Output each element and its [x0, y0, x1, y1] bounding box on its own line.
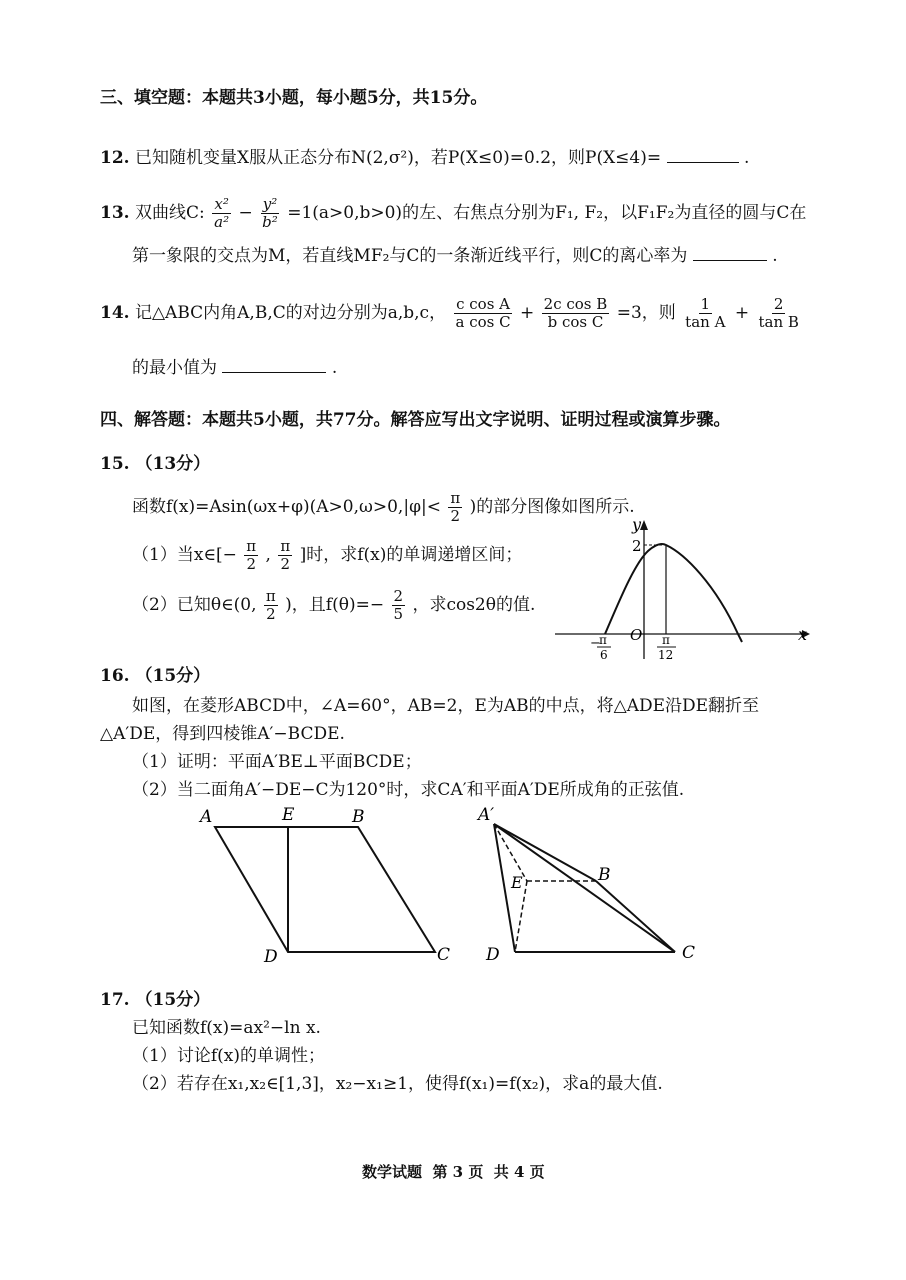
- q15-p2-post: ，求cos2θ的值.: [412, 595, 536, 615]
- q13-post: =1(a>0,b>0)的左、右焦点分别为F₁, F₂，以F₁F₂为直径的圆与C在: [287, 203, 807, 223]
- q16-score: （15分）: [135, 666, 211, 686]
- q15-p1-frac1-num: π: [246, 537, 257, 555]
- y-axis-label: y: [632, 515, 642, 534]
- q13-frac-y: [260, 196, 280, 231]
- q17-stem: 已知函数f(x)=ax²−ln x.: [132, 1018, 321, 1038]
- q16-line2: △A′DE，得到四棱锥A′−BCDE.: [100, 724, 345, 744]
- fig1-label-C: C: [437, 945, 451, 965]
- q15-sine-graph: [550, 514, 820, 664]
- q14-frac3-den: tan A: [685, 313, 726, 331]
- fig2-label-D: D: [486, 945, 500, 965]
- q13-frac-x-num: x²: [214, 195, 229, 213]
- q15-number: 15.: [100, 454, 130, 474]
- fig1-label-E: E: [282, 805, 295, 825]
- q15-p1-pre: （1）当x∈[−: [132, 545, 237, 565]
- q14-answer-blank: [222, 358, 326, 373]
- q15-part1: [132, 538, 522, 573]
- max-value-label: 2: [632, 537, 642, 555]
- q14-number: 14.: [100, 303, 130, 323]
- question-17-header: [100, 988, 210, 1012]
- question-12: [100, 146, 749, 170]
- q14-frac4-den: tan B: [758, 313, 799, 331]
- q14-pre: 记△ABC内角A,B,C的对边分别为a,b,c，: [134, 303, 447, 323]
- right-tick-den: 12: [658, 648, 674, 662]
- q15-p1-mid: ,: [265, 545, 271, 565]
- q14-plus2: +: [734, 303, 750, 323]
- q15-p2-frac2-den: 5: [393, 605, 404, 623]
- q15-stem-frac-num: π: [450, 489, 461, 507]
- q16-number: 16.: [100, 666, 130, 686]
- q15-p2-frac1-den: 2: [266, 605, 276, 623]
- q13-end: .: [772, 246, 778, 266]
- q15-stem-pre: 函数f(x)=Asin(ωx+φ)(A>0,ω>0,|φ|<: [132, 497, 441, 517]
- q14-frac2-den: b cos C: [547, 313, 604, 331]
- question-14-line2: [132, 356, 337, 380]
- q14-frac1: [454, 296, 513, 331]
- q15-p1-frac1-den: 2: [246, 555, 256, 573]
- q16-rhombus-figure: [190, 800, 470, 970]
- q15-p1-post: ]时，求f(x)的单调递增区间；: [299, 545, 523, 565]
- q17-number: 17.: [100, 990, 130, 1010]
- sine-curve: [605, 544, 742, 642]
- question-13: [100, 196, 806, 231]
- y-axis-arrow: [640, 520, 648, 530]
- q14-line2-text: 的最小值为: [132, 358, 217, 378]
- q14-frac1-den: a cos C: [455, 313, 511, 331]
- q14-plus: +: [520, 303, 535, 323]
- fig2-label-A-prime: A′: [478, 805, 495, 825]
- question-15-header: [100, 452, 210, 476]
- q13-frac-y-num: y²: [262, 195, 278, 213]
- q14-frac3-num: 1: [700, 295, 711, 313]
- q15-p2-frac2-num: 2: [393, 587, 404, 605]
- right-tick-num: π: [662, 633, 670, 647]
- q12-answer-blank: [667, 148, 739, 163]
- left-tick-sign: −: [590, 636, 601, 651]
- q16-part1: （1）证明：平面A′BE⊥平面BCDE；: [132, 752, 422, 772]
- edge-A-B: [494, 824, 596, 881]
- q16-pyramid-figure: [470, 800, 710, 970]
- q12-number: 12.: [100, 148, 130, 168]
- q15-stem-frac-den: 2: [450, 507, 461, 525]
- question-14: [100, 296, 803, 331]
- q15-part2: [132, 588, 535, 623]
- q14-frac3: [683, 296, 727, 331]
- question-13-line2: [132, 244, 778, 268]
- q15-p1-frac1: [244, 538, 258, 573]
- q13-minus: −: [238, 203, 253, 223]
- q15-p1-frac2-num: π: [280, 537, 291, 555]
- q14-frac4-num: 2: [773, 295, 784, 313]
- q15-p1-frac2-den: 2: [280, 555, 291, 573]
- q12-text: 已知随机变量X服从正态分布N(2,σ²)，若P(X≤0)=0.2，则P(X≤4)=: [134, 148, 662, 168]
- q14-frac4: [756, 296, 800, 331]
- q13-frac-x-den: a²: [214, 213, 230, 231]
- fig1-label-A: A: [200, 807, 213, 827]
- q15-p2-frac1: [264, 588, 278, 623]
- section3-heading: 三、填空题：本题共3小题，每小题5分，共15分。: [100, 88, 488, 108]
- fig2-label-C: C: [682, 943, 696, 963]
- q15-p1-frac2: [278, 538, 292, 573]
- fig1-label-D: D: [264, 947, 278, 967]
- edge-B-C: [596, 881, 675, 952]
- q14-eq: =3，则: [616, 303, 676, 323]
- q13-frac-x: [212, 196, 231, 231]
- q15-score: （13分）: [135, 454, 211, 474]
- q17-part1: （1）讨论f(x)的单调性；: [132, 1046, 325, 1066]
- q17-part2: （2）若存在x₁,x₂∈[1,3]，x₂−x₁≥1，使得f(x₁)=f(x₂)，求a的最大值.: [132, 1074, 663, 1094]
- question-16-header: [100, 664, 210, 688]
- q15-stem-frac: [448, 490, 462, 525]
- q14-frac1-num: c cos A: [456, 295, 510, 313]
- q16-part2: （2）当二面角A′−DE−C为120°时，求CA′和平面A′DE所成角的正弦值.: [132, 780, 685, 800]
- q15-stem-post: )的部分图像如图所示.: [469, 497, 635, 517]
- q12-end: .: [743, 148, 750, 168]
- q15-p2-mid: )，且f(θ)=−: [285, 595, 385, 615]
- left-tick-den: 6: [600, 648, 608, 662]
- fig2-label-B: B: [598, 865, 611, 885]
- q16-line1: 如图，在菱形ABCD中，∠A=60°，AB=2，E为AB的中点，将△ADE沿DE翻折至: [132, 696, 760, 716]
- q13-pre: 双曲线C:: [134, 203, 205, 223]
- q13-frac-y-den: b²: [262, 213, 278, 231]
- rhombus-ABCD: [215, 827, 435, 952]
- fig2-label-E: E: [511, 873, 523, 892]
- x-axis-label: x: [798, 625, 808, 644]
- q13-number: 13.: [100, 203, 130, 223]
- q13-line2-text: 第一象限的交点为M，若直线MF₂与C的一条渐近线平行，则C的离心率为: [132, 246, 688, 266]
- q14-frac2: [542, 296, 610, 331]
- q13-answer-blank: [693, 246, 767, 261]
- q15-p2-pre: （2）已知θ∈(0,: [132, 595, 257, 615]
- q15-p2-frac2: [392, 588, 406, 623]
- left-tick-num: π: [599, 633, 607, 647]
- section4-heading: 四、解答题：本题共5小题，共77分。解答应写出文字说明、证明过程或演算步骤。: [100, 410, 731, 430]
- q15-p2-frac1-num: π: [265, 587, 276, 605]
- fig1-label-B: B: [352, 807, 365, 827]
- q17-score: （15分）: [135, 990, 211, 1010]
- q14-end: .: [331, 358, 338, 378]
- page-footer: 数学试题 第 3 页 共 4 页: [362, 1163, 545, 1181]
- origin-label: O: [630, 626, 643, 644]
- q14-frac2-num: 2c cos B: [543, 295, 608, 313]
